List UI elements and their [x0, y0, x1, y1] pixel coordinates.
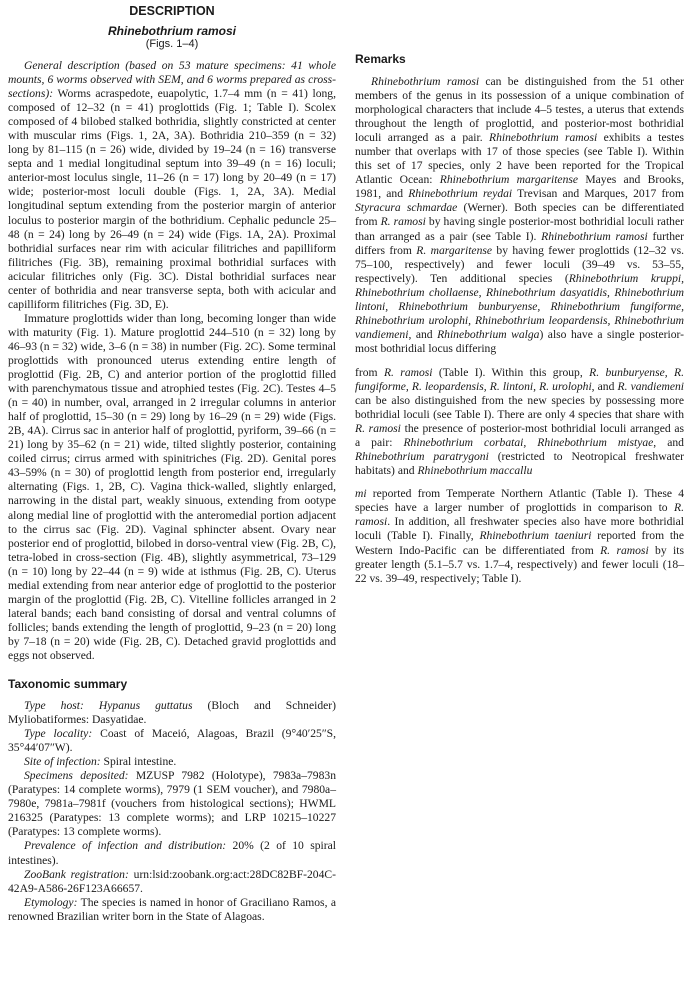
italic-taxon-text: R. ramosi: [355, 422, 401, 436]
section-heading-description: DESCRIPTION: [129, 4, 215, 18]
italic-taxon-text: Rhinebothrium maccallu: [417, 464, 533, 478]
taxonomic-summary-entry: [8, 839, 336, 867]
italic-taxon-text: Rhinebothrium reydai: [408, 187, 513, 201]
entry-label: Etymology:: [24, 895, 78, 909]
text-run: reported from Temperate Northern Atlantic (Table I). These 4 species have a larger number of proglottids in comparison to: [355, 487, 684, 515]
entry-label: Prevalence of infection and distribution:: [24, 839, 227, 853]
text-run: can be distinguished from the 51 other members of the genus in its possession of a unique combination of morphological characters that include 4–5 testes, a uterus that extends throughout the length of proglottid, and posterior-most bothridial loculi arranged as a pair.: [355, 75, 684, 145]
left-column: [8, 0, 336, 924]
italic-taxon-text: Rhinebothrium ramosi: [541, 229, 648, 243]
entry-label: Site of infection:: [24, 755, 101, 769]
text-run: the presence of posterior-most bothridial loculi arranged as a pair:: [355, 422, 685, 450]
entry-label: Type locality:: [24, 727, 93, 741]
text-run: further differs from: [355, 229, 684, 257]
taxonomic-summary-entry: [8, 896, 336, 924]
remarks-heading: Remarks: [355, 52, 406, 66]
italic-taxon-text: R. ramosi: [383, 365, 433, 379]
text-run: , and: [653, 436, 684, 450]
entry-value: Coast of Maceió, Alagoas, Brazil (9°40′25″S, 35°44′07″W).: [8, 727, 336, 755]
text-run: by its greater length (5.1–5.7 vs. 1.7–4, respectively) and fewer loculi (18–22 vs. 39–49, respectively; Table I).: [355, 543, 684, 585]
right-column: [355, 0, 684, 586]
species-name: Rhinebothrium ramosi: [107, 24, 236, 38]
italic-taxon-text: Rhinebothrium ramosi: [371, 75, 480, 88]
taxonomic-summary-entry: [8, 868, 336, 896]
taxonomic-summary-entry: [8, 769, 336, 839]
entry-value: 20% (2 of 10 spiral intestines).: [8, 839, 336, 867]
italic-taxon-text: R. ramosi: [355, 501, 684, 529]
entry-label: Specimens deposited:: [24, 769, 129, 783]
italic-taxon-text: R. bunburyense, R. fungiforme, R. leopardensis, R. lintoni, R. urolophi: [355, 365, 684, 393]
general-description-paragraph: [8, 59, 336, 312]
italic-taxon-text: Rhinebothrium ramosi: [489, 131, 598, 145]
taxonomic-summary-list: [8, 699, 336, 924]
italic-taxon-text: R. ramosi: [600, 543, 649, 557]
taxonomic-summary-entry: [8, 727, 336, 755]
proglottid-paragraph: Immature proglottids wider than long, becoming longer than wide with maturity (Fig. 1). Mature proglottid 244–510 (n = 32) long by 46–93 (n = 32) wide, 3–6 (n = 38) in number (Fig. 2C). Some terminal proglottids with pronounced uterus extending entire length of proglottid (Fig. 2B, C) and anterior portion of the proglottid filled with parenchymatous tissue and atrophied testes (Fig. 2C). Testes 4–5 (n = 40) in number, oval, arranged in 2 irregular columns in anterior half of proglottid, 15–30 (n = 29) long by 16–29 (n = 29) wide (Figs. 2B, 4A). Cirrus sac in anterior half of proglottid, pyriform, 39–66 (n = 21) long by 35–62 (n = 21) wide, tilted slightly posterior, containing coiled cirrus; cirrus armed with spinitriches (Fig. 2D). Genital pores 43–59% (n = 30) of proglottid length from posterior end, irregularly alternating (Figs. 1, 2B, C). Vagina thick-walled, slightly enlarged, narrowing in the distal part, weakly sinuous, extending from ootype along medial line of proglottid with the anteromedial portion adjacent to the cirrus sac (Fig. 2D). Vaginal sphincter absent. Ovary near posterior end of proglottid, bilobed in dorso-ventral view (Fig. 2B, C), tetra-lobed in cross-section (Fig. 4B), slightly asymmetrical, 73–129 (n = 10) long by 22–44 (n = 9) wide at isthmus (Fig. 2B, C). Uterus medial extending from near anterior edge of proglottid to the posterior margin of the proglottid (Fig. 2B, C). Vitelline follicles arranged in 2 lateral bands; each band consisting of dorsal and ventral columns of follicles; bands extending the length of proglottid, 9–23 (n = 20) long by 7–18 (n = 20) wide (Fig. 2B, C). Detached gravid proglottids and eggs not observed.: [8, 311, 336, 662]
general-description-body: Worms acraspedote, euapolytic, 1.7–4 mm (n = 41) long, composed of 12–32 (n = 41) proglottids (Fig. 1; Table I). Scolex composed of 4 bilobed stalked bothridia, slightly constricted at center with muscular rims (Figs. 1, 2A, 3A). Bothridia 210–359 (n = 32) long by 81–115 (n = 26) wide, divided by 19–24 (n = 16) transverse septa and 1 medial longitudinal septum into 39–49 (n = 16) loculi; anterior-most loculus single, 11–26 (n = 17) long by 20–49 (n = 17) wide; posterior-most loculi double (Figs. 1, 2A, 3A). Medial longitudinal septum extending from the posterior margin of anterior loculus to posterior margin of the bothridium. Cephalic peduncle 25–48 (n = 24) long by 26–49 (n = 24) wide (Figs. 1A, 2A). Proximal bothridial surfaces near rim with acicular filitriches and papilliform filitriches (Fig. 3B), remaining proximal bothridial surfaces with acicular filitriches only (Fig. 3C). Distal bothridial surfaces near center of bothridia and near transverse septa, both with acicular and capilliform filitriches (Fig. 3D, E).: [8, 87, 336, 311]
taxonomic-summary-entry: [8, 699, 336, 727]
text-run: by having single posterior-most bothridial loculi rather than arranged as a pair (see Table I).: [355, 215, 684, 243]
entry-label: Type host:: [24, 699, 84, 713]
taxonomic-summary-entry: [8, 755, 336, 769]
text-run: ) also have a single posterior-most bothridial locus differing: [355, 327, 684, 355]
text-run: Trevisan and Marques, 2017 from: [512, 187, 684, 201]
italic-taxon-text: Rhinebothrium taeniuri: [479, 529, 592, 543]
entry-label: ZooBank registration:: [24, 867, 129, 881]
figs-reference: (Figs. 1–4): [145, 38, 199, 50]
italic-taxon-text: mi: [355, 487, 367, 501]
remarks-paragraph-continued: [355, 366, 684, 478]
text-run: exhibits a testes number that overlaps with 17 of those species (see Table I). Within this set of 17 species, only 2 have been reported for the Tropical Atlantic Ocean:: [355, 131, 684, 187]
text-run: by having fewer proglottids (12–32 vs. 75–100, respectively) and fewer loculi (39–49 vs. 53–55, respectively). Ten additional species (: [355, 243, 685, 285]
entry-value: (Bloch and Schneider) Myliobatiformes: Dasyatidae.: [8, 699, 336, 727]
text-run: (Table I). Within this group,: [432, 365, 590, 379]
italic-taxon-text: Rhinebothrium margaritense: [439, 173, 579, 187]
entry-value: Spiral intestine.: [100, 755, 177, 769]
italic-taxon-text: R. ramosi: [380, 215, 426, 229]
text-run: (Werner). Both species can be differentiated from: [355, 201, 684, 229]
text-run: (restricted to Neotropical freshwater habitats) and: [355, 450, 684, 478]
italic-taxon-text: Rhinebothrium kruppi, Rhinebothrium chollaense, Rhinebothrium dasyatidis, Rhinebothrium lintoni, Rhinebothrium bunburyense, Rhinebothrium fungiforme, Rhinebothrium urolophi, Rhinebothrium leopardensis, Rhinebothrium vandiemeni: [355, 271, 685, 341]
italic-taxon-text: Rhinebothrium walga: [437, 327, 540, 341]
italic-taxon-text: Rhinebothrium paratrygoni: [355, 450, 489, 464]
remarks-paragraph: [355, 75, 684, 356]
text-run: , and: [408, 327, 438, 341]
text-run: reported from the Western Indo-Pacific can be differentiated from: [355, 529, 684, 557]
text-run: , and: [591, 379, 618, 393]
text-run: . In addition, all freshwater species also have more bothridial loculi (Table I). Finally,: [355, 515, 684, 543]
italic-taxon-text: R. margaritense: [416, 243, 493, 257]
entry-value: The species is named in honor of Graciliano Ramos, a renowned Brazilian writer born in the State of Alagoas.: [8, 895, 336, 923]
entry-value: urn:lsid:zoobank.org:act:28DC82BF-204C-42A9-A586-26F123A66657.: [8, 867, 336, 895]
entry-value: MZUSP 7982 (Holotype), 7983a–7983n (Paratypes: 14 complete worms), 7979 (1 SEM voucher), and 7980a–7980e, 7981a–7981f (vouchers from histological sections); HWML 216325 (Paratypes: 13 complete worms); and LRP 10215–10227 (Paratypes: 13 complete worms).: [8, 769, 336, 839]
italic-taxon-text: R. vandiemeni: [617, 379, 685, 393]
italic-taxon-text: Styracura schmardae: [355, 201, 458, 215]
text-run: from: [355, 365, 384, 379]
entry-value-italic: Hypanus guttatus: [83, 699, 193, 713]
italic-taxon-text: Rhinebothrium corbatai, Rhinebothrium mistyae: [403, 436, 654, 450]
text-run: can be also distinguished from the new species by possessing more bothridial loculi (see Table I). There are only 4 species that share with: [355, 394, 684, 422]
remarks-paragraph-continued-2: [355, 487, 684, 585]
general-description-lead: General description (based on 53 mature specimens: 41 whole mounts, 6 worms observed with SEM, and 6 worms prepared as cross-sections):: [8, 59, 336, 101]
text-run: Mayes and Brooks, 1981, and: [355, 173, 684, 201]
taxonomic-summary-heading: Taxonomic summary: [8, 677, 128, 692]
